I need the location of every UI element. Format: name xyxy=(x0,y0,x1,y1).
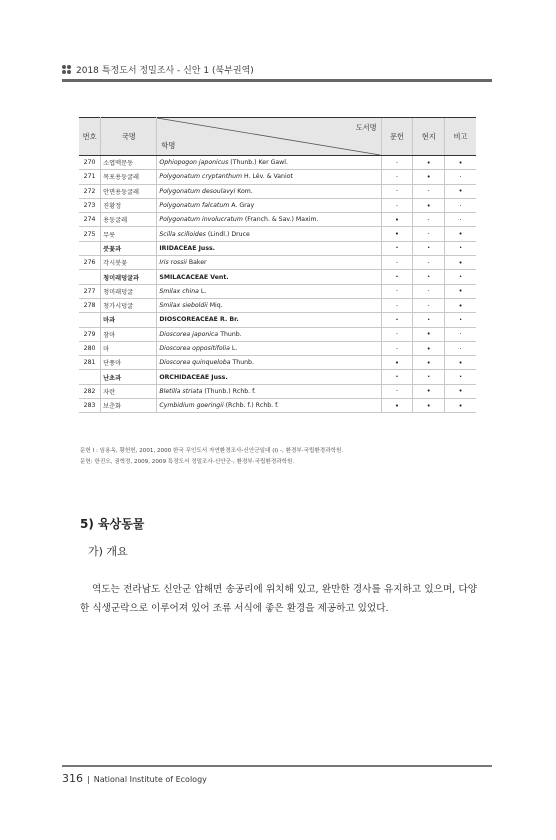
cell-scientific-name xyxy=(157,270,381,284)
scientific-name: IRIDACEAE Juss. xyxy=(159,244,216,252)
cell-field-mark: • xyxy=(413,341,445,355)
cell-remark-mark: • xyxy=(445,184,476,198)
scientific-name: Polygonatum falcatum xyxy=(159,202,230,210)
species-table xyxy=(79,117,476,413)
author-citation: Baker xyxy=(186,259,207,267)
table-row xyxy=(79,170,476,184)
family-row xyxy=(79,270,476,284)
cell-korean-name: 청가시덩굴 xyxy=(101,298,157,312)
cell-field-mark: • xyxy=(413,356,445,370)
cell-literature-mark: · xyxy=(381,241,413,255)
cell-scientific-name xyxy=(157,313,381,327)
cell-number: 281 xyxy=(79,356,101,370)
table-row xyxy=(79,341,476,355)
cell-remark-mark: • xyxy=(445,227,476,241)
cell-field-mark: • xyxy=(413,198,445,212)
cell-korean-name: 청미래덩굴과 xyxy=(101,270,157,284)
col-header-remark: 비고 xyxy=(445,118,476,156)
cell-number xyxy=(79,270,101,284)
note-line-1: 문헌 I : 임용옥, 황헌헌, 2001, 2000 한국 무인도서 자연환경조사-신안군일대 (I) -, 환경부·국립환경과학원. xyxy=(80,448,344,454)
cell-korean-name: 목포용둥굴레 xyxy=(101,170,157,184)
body-paragraph: 역도는 전라남도 신안군 압해면 송공리에 위치해 있고, 완만한 경사를 유지하고 있으며, 다양한 식생군락으로 이루어져 있어 조류 서식에 좋은 환경을 제공하고 있었다. xyxy=(80,583,477,614)
author-citation: L. xyxy=(229,345,238,352)
cell-number: 278 xyxy=(79,298,101,312)
scientific-name: Scilla scilloides xyxy=(159,230,206,238)
scientific-name: Polygonatum desoulavyi xyxy=(159,187,236,195)
cell-korean-name: 보춘화 xyxy=(101,399,157,413)
cell-number: 279 xyxy=(79,327,101,341)
cell-literature-mark: · xyxy=(381,270,413,284)
cell-number: 280 xyxy=(79,341,101,355)
cell-field-mark: • xyxy=(413,170,445,184)
cell-korean-name: 마 xyxy=(101,341,157,355)
col-header-korean: 국명 xyxy=(101,118,157,156)
cell-literature-mark: · xyxy=(381,284,413,298)
cell-literature-mark: · xyxy=(381,198,413,212)
cell-korean-name: 마과 xyxy=(101,313,157,327)
cell-remark-mark: · xyxy=(445,270,476,284)
page-number: 316 xyxy=(62,772,83,785)
cell-number: 270 xyxy=(79,156,101,170)
header-dots-icon xyxy=(62,65,71,74)
cell-remark-mark: · xyxy=(445,313,476,327)
cell-literature-mark: • xyxy=(381,227,413,241)
cell-number: 272 xyxy=(79,184,101,198)
table-row xyxy=(79,213,476,227)
cell-scientific-name xyxy=(157,213,381,227)
page-footer: 316 | National Institute of Ecology xyxy=(62,772,207,785)
cell-field-mark: · xyxy=(413,270,445,284)
cell-field-mark: · xyxy=(413,298,445,312)
scientific-name: Dioscorea oppositifolia xyxy=(159,345,230,352)
cell-number: 277 xyxy=(79,284,101,298)
cell-remark-mark: · xyxy=(445,213,476,227)
cell-remark-mark: · xyxy=(445,370,476,384)
scientific-name: SMILACACEAE Vent. xyxy=(159,273,229,281)
cell-field-mark: · xyxy=(413,184,445,198)
cell-field-mark: • xyxy=(413,327,445,341)
header-rule xyxy=(62,79,492,82)
cell-number: 283 xyxy=(79,399,101,413)
cell-korean-name: 자란 xyxy=(101,384,157,398)
cell-korean-name: 참마 xyxy=(101,327,157,341)
cell-korean-name: 무릇 xyxy=(101,227,157,241)
cell-korean-name: 붓꽃과 xyxy=(101,241,157,255)
cell-literature-mark: · xyxy=(381,170,413,184)
cell-korean-name: 진황정 xyxy=(101,198,157,212)
cell-number: 275 xyxy=(79,227,101,241)
table-row xyxy=(79,284,476,298)
cell-scientific-name xyxy=(157,227,381,241)
author-citation: A. Gray xyxy=(229,202,255,210)
cell-scientific-name xyxy=(157,256,381,270)
scientific-name: Dioscorea quinquelobа xyxy=(159,359,231,367)
author-citation: (Thunb.) Ker Gawl. xyxy=(228,159,288,167)
author-citation: (Thunb.) Rchb. f. xyxy=(202,387,256,395)
col-header-no: 번호 xyxy=(79,118,101,156)
cell-field-mark: · xyxy=(413,227,445,241)
table-row xyxy=(79,256,476,270)
cell-remark-mark: • xyxy=(445,156,476,170)
table-row xyxy=(79,184,476,198)
cell-field-mark: · xyxy=(413,213,445,227)
cell-literature-mark: · xyxy=(381,298,413,312)
cell-literature-mark: · xyxy=(381,256,413,270)
cell-number: 282 xyxy=(79,384,101,398)
cell-scientific-name xyxy=(157,170,381,184)
cell-korean-name: 용둥굴레 xyxy=(101,213,157,227)
cell-scientific-name xyxy=(157,384,381,398)
scientific-name: Polygonatum cryptanthum xyxy=(159,173,243,181)
cell-literature-mark: • xyxy=(381,213,413,227)
cell-number: 274 xyxy=(79,213,101,227)
author-citation: (Lindl.) Druce xyxy=(205,230,250,238)
scientific-name: Dioscorea japonica xyxy=(159,330,219,338)
cell-remark-mark: • xyxy=(445,298,476,312)
subsection-title: 가) 개요 xyxy=(88,545,128,558)
cell-remark-mark: · xyxy=(445,241,476,255)
scientific-name: Iris rossii xyxy=(159,259,187,267)
cell-remark-mark: · xyxy=(445,341,476,355)
cell-field-mark: • xyxy=(413,384,445,398)
cell-scientific-name xyxy=(157,241,381,255)
cell-number xyxy=(79,370,101,384)
cell-korean-name: 각시붓꽃 xyxy=(101,256,157,270)
cell-scientific-name xyxy=(157,298,381,312)
cell-remark-mark: • xyxy=(445,256,476,270)
cell-literature-mark: · xyxy=(381,370,413,384)
scientific-name: Smilax sieboldii xyxy=(159,302,208,310)
cell-number: 273 xyxy=(79,198,101,212)
cell-field-mark: · xyxy=(413,284,445,298)
author-citation: Thunb. xyxy=(218,330,242,338)
footer-org: National Institute of Ecology xyxy=(93,775,207,784)
section-title: 5) 육상동물 xyxy=(80,517,145,531)
author-citation: Miq. xyxy=(207,302,223,310)
author-citation: (Rchb. f.) Rchb. f. xyxy=(223,402,279,410)
cell-scientific-name xyxy=(157,356,381,370)
cell-field-mark: · xyxy=(413,370,445,384)
cell-korean-name: 난초과 xyxy=(101,370,157,384)
cell-literature-mark: • xyxy=(381,399,413,413)
table-header-row xyxy=(79,118,476,156)
cell-scientific-name xyxy=(157,327,381,341)
cell-remark-mark: • xyxy=(445,284,476,298)
author-citation: L. xyxy=(198,287,207,295)
footer-rule xyxy=(62,765,492,767)
author-citation: H. Lév. & Vaniot xyxy=(242,173,293,181)
header-title: 2018 특정도서 정밀조사 - 신안 1 (북부권역) xyxy=(76,65,254,76)
cell-scientific-name xyxy=(157,341,381,355)
col-header-field: 현지 xyxy=(413,118,445,156)
cell-remark-mark: · xyxy=(445,170,476,184)
table-row xyxy=(79,399,476,413)
col-header-literature: 문헌 xyxy=(381,118,413,156)
table-body xyxy=(79,156,476,413)
author-citation: Thunb. xyxy=(230,359,254,367)
note-line-2: 문헌: 한진오, 권혁정, 2009, 2009 특정도서 정밀조사-신안군-, 환경부·국립환경과학원. xyxy=(80,459,295,465)
cell-literature-mark: · xyxy=(381,184,413,198)
table-row xyxy=(79,384,476,398)
scientific-name: DIOSCOREACEAE R. Br. xyxy=(159,316,239,324)
cell-remark-mark: · xyxy=(445,198,476,212)
table-row xyxy=(79,298,476,312)
cell-field-mark: · xyxy=(413,313,445,327)
table-notes xyxy=(80,446,343,468)
author-citation: (Franch. & Sav.) Maxim. xyxy=(242,216,319,224)
table-row xyxy=(79,327,476,341)
scientific-name: ORCHIDACEAE Juss. xyxy=(159,373,228,381)
cell-literature-mark: · xyxy=(381,341,413,355)
diagonal-divider xyxy=(157,118,380,155)
cell-remark-mark: • xyxy=(445,384,476,398)
cell-scientific-name xyxy=(157,284,381,298)
table-row xyxy=(79,227,476,241)
cell-field-mark: • xyxy=(413,399,445,413)
cell-number xyxy=(79,313,101,327)
cell-scientific-name xyxy=(157,399,381,413)
cell-korean-name: 안면용둥굴레 xyxy=(101,184,157,198)
cell-scientific-name xyxy=(157,156,381,170)
table-row xyxy=(79,156,476,170)
cell-number: 276 xyxy=(79,256,101,270)
cell-remark-mark: • xyxy=(445,399,476,413)
running-header xyxy=(62,62,492,82)
cell-literature-mark: · xyxy=(381,313,413,327)
author-citation: Kom. xyxy=(235,187,253,195)
scientific-name: Polygonatum involucratum xyxy=(159,216,243,224)
cell-literature-mark: · xyxy=(381,156,413,170)
cell-scientific-name xyxy=(157,370,381,384)
scientific-name: Ophiopogon japonicus xyxy=(159,159,229,167)
cell-field-mark: • xyxy=(413,156,445,170)
cell-korean-name: 소엽맥문동 xyxy=(101,156,157,170)
cell-literature-mark: · xyxy=(381,327,413,341)
cell-scientific-name xyxy=(157,184,381,198)
cell-remark-mark: • xyxy=(445,356,476,370)
cell-korean-name: 단풍마 xyxy=(101,356,157,370)
table-row xyxy=(79,356,476,370)
family-row xyxy=(79,313,476,327)
cell-literature-mark: · xyxy=(381,384,413,398)
col-header-book: 도서명 xyxy=(355,123,377,132)
cell-korean-name: 청미래덩굴 xyxy=(101,284,157,298)
scientific-name: Bletilla striata xyxy=(159,387,203,395)
scientific-name: Cymbidium goeringii xyxy=(159,402,224,410)
cell-number: 271 xyxy=(79,170,101,184)
scientific-name: Smilax china xyxy=(159,287,199,295)
cell-field-mark: · xyxy=(413,256,445,270)
family-row xyxy=(79,370,476,384)
family-row xyxy=(79,241,476,255)
cell-field-mark: · xyxy=(413,241,445,255)
col-header-sci-label: 학명 xyxy=(161,141,176,150)
col-header-scientific xyxy=(157,118,381,156)
cell-scientific-name xyxy=(157,198,381,212)
table-row xyxy=(79,198,476,212)
cell-literature-mark: • xyxy=(381,356,413,370)
cell-remark-mark: · xyxy=(445,327,476,341)
cell-number xyxy=(79,241,101,255)
